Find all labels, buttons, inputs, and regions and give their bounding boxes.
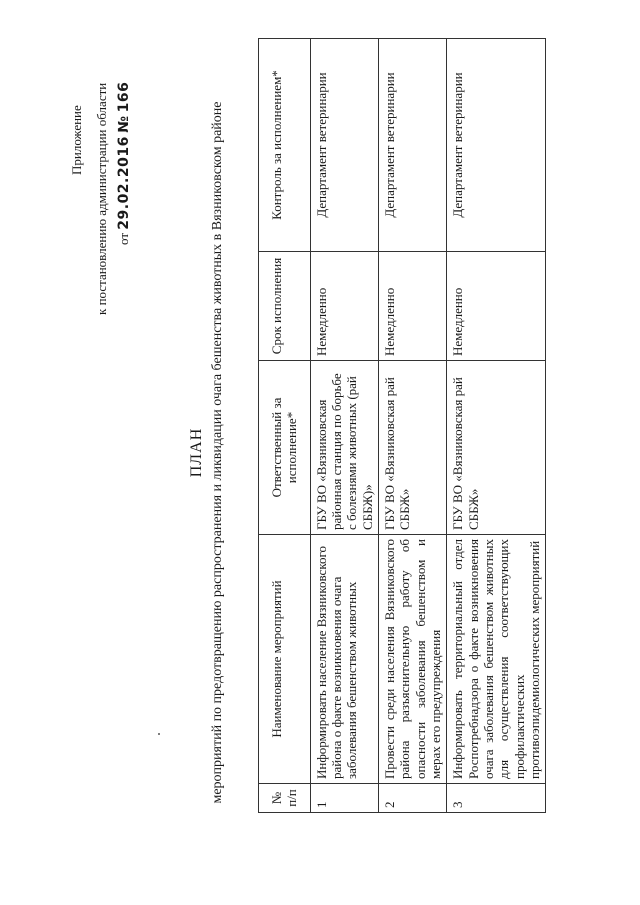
row-control: Департамент ветеринарии: [447, 39, 546, 252]
table-header-row: [259, 39, 311, 813]
number-sign: №: [115, 115, 132, 133]
appendix-decree: к постановлению администрации области: [93, 82, 109, 315]
row-deadline: Немедленно: [447, 252, 546, 361]
row-control: Департамент ветеринарии: [378, 39, 446, 252]
table-row: [447, 39, 546, 813]
row-deadline: Немедленно: [378, 252, 446, 361]
header-activity: Наименование мероприятий: [259, 535, 311, 784]
row-control: Департамент ветеринарии: [310, 39, 378, 252]
appendix-label: Приложение: [69, 105, 84, 175]
row-num: 2: [378, 784, 446, 813]
decree-number: 166: [115, 81, 132, 113]
row-activity: Провести среди населения Вязниковского района разъяснительную работу об опасности заболевания бешенством и мерах его предупреждения: [378, 535, 446, 784]
row-deadline: Немедленно: [310, 252, 378, 361]
row-responsible: ГБУ ВО «Вязниковская районная станция по борьбе с болезнями животных (рай СББЖ)»: [310, 361, 378, 535]
row-activity: Информировать население Вязниковского района о факте возникновения очага заболевания бешенством животных: [310, 535, 378, 784]
appendix-date-line: [116, 25, 132, 315]
row-responsible: ГБУ ВО «Вязниковская рай СББЖ»: [447, 361, 546, 535]
plan-table: [258, 38, 546, 813]
header-deadline: Срок исполнения: [259, 252, 311, 361]
plan-title: ПЛАН: [188, 427, 205, 478]
header-control: Контроль за исполнением*: [259, 39, 311, 252]
row-num: 1: [310, 784, 378, 813]
decree-date: 29.02.2016: [115, 136, 132, 230]
table-row: [378, 39, 446, 813]
row-responsible: ГБУ ВО «Вязниковская рай СББЖ»: [378, 361, 446, 535]
header-num: № п/п: [259, 784, 311, 813]
date-prefix: от: [115, 232, 131, 245]
row-activity: Информировать территориальный отдел Роспотребнадзора о факте возникновения очага заболевания бешенством животных для осуществления соответствующих профилактических противоэпидемиологических мероприятий: [447, 535, 546, 784]
appendix-block: [70, 25, 132, 315]
row-num: 3: [447, 784, 546, 813]
scan-speck: [158, 733, 160, 735]
table-row: [310, 39, 378, 813]
plan-subtitle: мероприятий по предотвращению распространения и ликвидации очага бешенства животных в Вязниковском районе: [210, 101, 225, 804]
header-responsible: Ответственный за исполнение*: [259, 361, 311, 535]
